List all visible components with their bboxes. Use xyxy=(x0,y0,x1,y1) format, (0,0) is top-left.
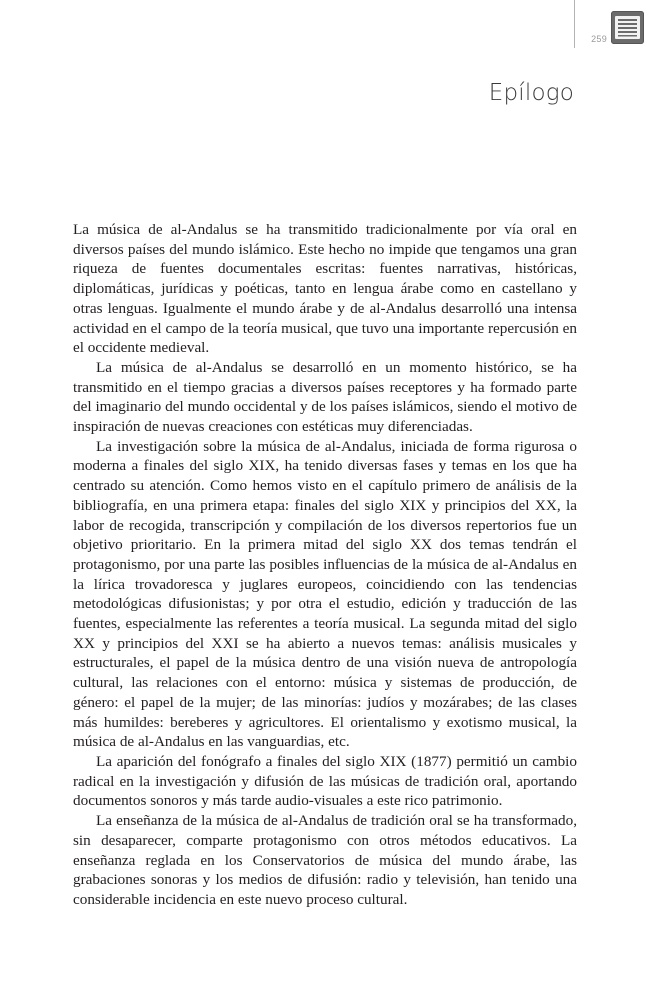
list-menu-icon xyxy=(611,11,644,44)
paragraph: La enseñanza de la música de al-Andalus de tradición oral se ha transformado, sin desaparecer, comparte protagonismo con otros métodos educativos. La enseñanza reglada en los Conservatorios de música del mundo árabe, las grabaciones sonoras y los medios de difusión: radio y televisión, han tenido una considerable incidencia en este nuevo proceso cultural. xyxy=(73,812,577,908)
body-text xyxy=(73,220,577,910)
paragraph: La música de al-Andalus se desarrolló en un momento histórico, se ha transmitido en el tiempo gracias a diversos países receptores y ha formado parte del imaginario del mundo occidental y de los países islámicos, siendo el motivo de inspiración de nuevas creaciones con estéticas muy diferenciadas. xyxy=(73,358,577,436)
chapter-title: Epílogo xyxy=(488,80,574,106)
paragraph: La aparición del fonógrafo a finales del siglo XIX (1877) permitió un cambio radical en la investigación y difusión de las músicas de tradición oral, aportando documentos sonoros y más tarde audio-visuales a este rico patrimonio. xyxy=(73,752,577,810)
header-divider xyxy=(574,0,575,48)
paragraph: La investigación sobre la música de al-Andalus, iniciada de forma rigurosa o moderna a finales del siglo XIX, ha tenido diversas fases y temas en los que ha centrado su atención. Como hemos visto en el capítulo primero de análisis de la bibliografía, en una primera etapa: finales del siglo XIX y principios del XX, la labor de recogida, transcripción y compilación de los diversos repertorios fue un objetivo prioritario. En la primera mitad del siglo XX dos temas tendrán el protagonismo, por una parte las posibles influencias de la música de al-Andalus en la lírica trovadoresca y juglares europeos, coincidiendo con las tendencias metodológicas difusionistas; y por otra el estudio, edición y traducción de las fuentes, especialmente las referentes a teoría musical. La segunda mitad del siglo XX y principios del XXI se ha abierto a nuevos temas: análisis musicales y estructurales, el papel de la música dentro de una visión nueva de antropología cultural, las relaciones con el entorno: música y sistemas de producción, de género: el papel de la mujer; de las minorías: judíos y mozárabes; de las clases más humildes: bereberes y agricultores. El orientalismo y exotismo musical, la música de al-Andalus en las vanguardias, etc. xyxy=(73,437,577,751)
menu-button[interactable] xyxy=(611,11,644,44)
page-number: 259 xyxy=(591,34,607,44)
paragraph: La música de al-Andalus se ha transmitido tradicionalmente por vía oral en diversos países del mundo islámico. Este hecho no impide que tengamos una gran riqueza de fuentes documentales escritas: fuentes narrativas, históricas, diplomáticas, jurídicas y poéticas, tanto en lengua árabe como en castellano y otras lenguas. Igualmente el mundo árabe y de al-Andalus desarrolló una intensa actividad en el campo de la teoría musical, que tuvo una importante repercusión en el occidente medieval. xyxy=(73,221,577,357)
